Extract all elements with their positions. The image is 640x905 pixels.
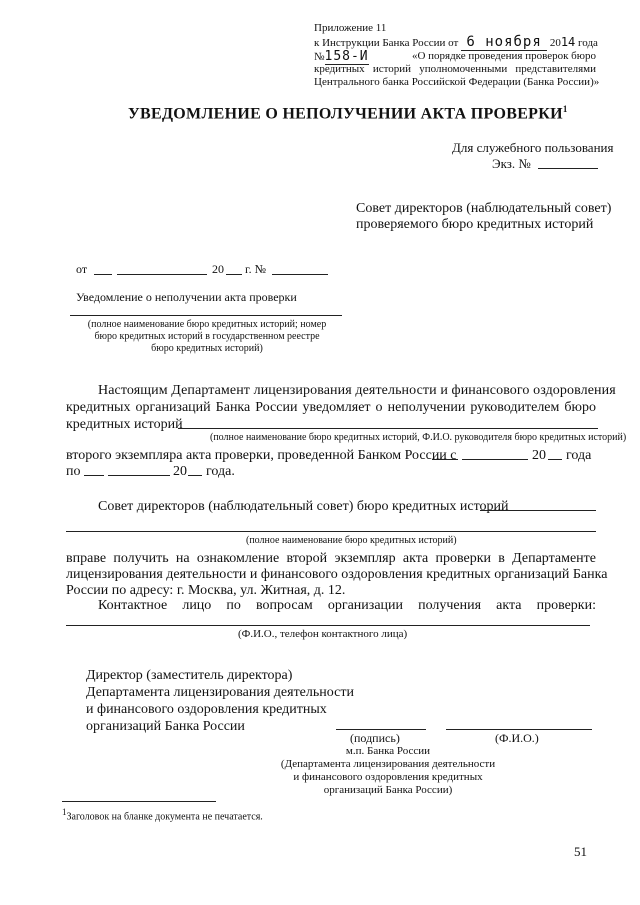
body2-line-3: лицензирования деятельности и финансового оздоровления кредитных организаций Банка: [66, 567, 608, 582]
notice-hint-line-2: бюро кредитных историй в государственном реестре: [94, 331, 320, 342]
signature-sign-field: [336, 729, 426, 730]
body1-to-year-label: 20: [173, 464, 187, 479]
appendix-instruction-prefix: к Инструкции Банка России от: [314, 37, 459, 49]
doc-number-field: [272, 274, 328, 275]
body1-to-month-field: [108, 475, 170, 476]
body2-bureau-field-a: [480, 510, 596, 511]
stamp-line-1: м.п. Банка России: [345, 745, 431, 757]
body1-from-day-field: [432, 459, 458, 460]
body1-hint: (полное наименование бюро кредитных историй, Ф.И.О. руководителя бюро кредитных историй): [210, 432, 627, 443]
signature-name-field: [446, 729, 592, 730]
signature-name-label: (Ф.И.О.): [495, 731, 539, 745]
signature-line-4: организаций Банка России: [86, 719, 245, 734]
body2-contact: Контактное лицо по вопросам организации получения акта проверки:: [98, 598, 596, 613]
body1-to-label: по: [66, 464, 81, 479]
appendix-date-field: [461, 36, 547, 51]
body2-bureau-field-b: [66, 531, 596, 532]
stamp-line-3: и финансового оздоровления кредитных: [293, 771, 483, 783]
appendix-line-5: Центрального банка Российской Федерации (Банка России)»: [314, 76, 600, 88]
footnote: [62, 806, 263, 823]
appendix-number-sign: №: [314, 51, 325, 63]
body2-hint: (полное наименование бюро кредитных историй): [246, 535, 457, 546]
copy-number-field: [538, 168, 598, 169]
date-year-label: 20: [212, 262, 224, 276]
date-year-field: [226, 274, 242, 275]
appendix-line-4: кредитных историй уполномоченными представителями: [314, 63, 596, 75]
body1-to-year-field: [188, 475, 202, 476]
body2-line-2: вправе получить на ознакомление второй экземпляр акта проверки в Департаменте: [66, 551, 596, 566]
body1-line-1-text: Настоящим Департамент лицензирования деятельности и финансового оздоровления: [98, 383, 616, 398]
document-title: [128, 104, 568, 123]
appendix-year-suffix: года: [578, 37, 598, 49]
document-title-text: УВЕДОМЛЕНИЕ О НЕПОЛУЧЕНИИ АКТА ПРОВЕРКИ: [128, 105, 563, 123]
body1-from-year-field: [548, 459, 562, 460]
notice-hint-line-1: (полное наименование бюро кредитных историй; номер: [87, 319, 327, 330]
notice-hint-line-3: бюро кредитных историй): [151, 343, 263, 354]
body1-line-2: кредитных организаций Банка России уведомляет о неполучении руководителем бюро: [66, 400, 596, 415]
appendix-year-handwritten: 14: [560, 35, 576, 49]
signature-line-3: и финансового оздоровления кредитных: [86, 702, 327, 717]
body1-to-day-field: [84, 475, 104, 476]
page-number: 51: [574, 844, 587, 859]
footnote-mark: 1: [62, 807, 67, 817]
date-day-field: [94, 274, 112, 275]
addressee-line-1: Совет директоров (наблюдательный совет): [356, 201, 612, 216]
appendix-instruction-title: «О порядке проведения проверок бюро: [411, 50, 596, 62]
title-footnote-mark: 1: [562, 104, 568, 114]
footnote-text: Заголовок на бланке документа не печатается.: [66, 811, 263, 823]
body1-from-month-field: [462, 459, 528, 460]
body1-from-year-suffix: года: [566, 448, 592, 463]
body1-line-1: [98, 382, 616, 399]
appendix-line-1: Приложение 11: [314, 22, 387, 34]
appendix-line-3: [314, 50, 596, 64]
date-from-label: от: [76, 262, 88, 276]
notice-bureau-field: [70, 315, 342, 316]
signature-sign-label: (подпись): [350, 731, 400, 745]
appendix-number-handwritten: 158-И: [324, 49, 369, 64]
stamp-block: [268, 745, 508, 797]
body1-from-year-label: 20: [532, 448, 546, 463]
date-number-label: г. №: [245, 262, 267, 276]
body1-to-year-suffix: года.: [206, 464, 235, 479]
body2-contact-field: [66, 625, 590, 626]
signature-line-1: Директор (заместитель директора): [86, 668, 293, 683]
body2-line-1: Совет директоров (наблюдательный совет) бюро кредитных историй: [98, 499, 509, 514]
notice-label: Уведомление о неполучении акта проверки: [76, 290, 297, 304]
stamp-line-2: (Департамента лицензирования деятельности: [280, 758, 496, 770]
signature-line-2: Департамента лицензирования деятельности: [86, 685, 354, 700]
body1-bureau-field: [178, 428, 598, 429]
appendix-year-prefix: 20: [549, 37, 561, 49]
appendix-date-handwritten: 6 ноября: [466, 34, 542, 50]
date-month-field: [117, 274, 207, 275]
service-use-label: Для служебного пользования: [452, 140, 614, 155]
body1-line-4: второго экземпляра акта проверки, проведенной Банком России с: [66, 448, 457, 463]
notice-hint: [62, 319, 352, 355]
body2-line-4: России по адресу: г. Москва, ул. Житная, д. 12.: [66, 583, 346, 598]
addressee-line-2: проверяемого бюро кредитных историй: [356, 217, 594, 232]
body1-line-3: кредитных историй: [66, 417, 183, 432]
stamp-line-4: организаций Банка России): [323, 784, 453, 796]
copy-number-label: Экз. №: [492, 156, 531, 171]
footnote-separator: [62, 801, 216, 802]
body2-contact-hint: (Ф.И.О., телефон контактного лица): [238, 628, 408, 640]
